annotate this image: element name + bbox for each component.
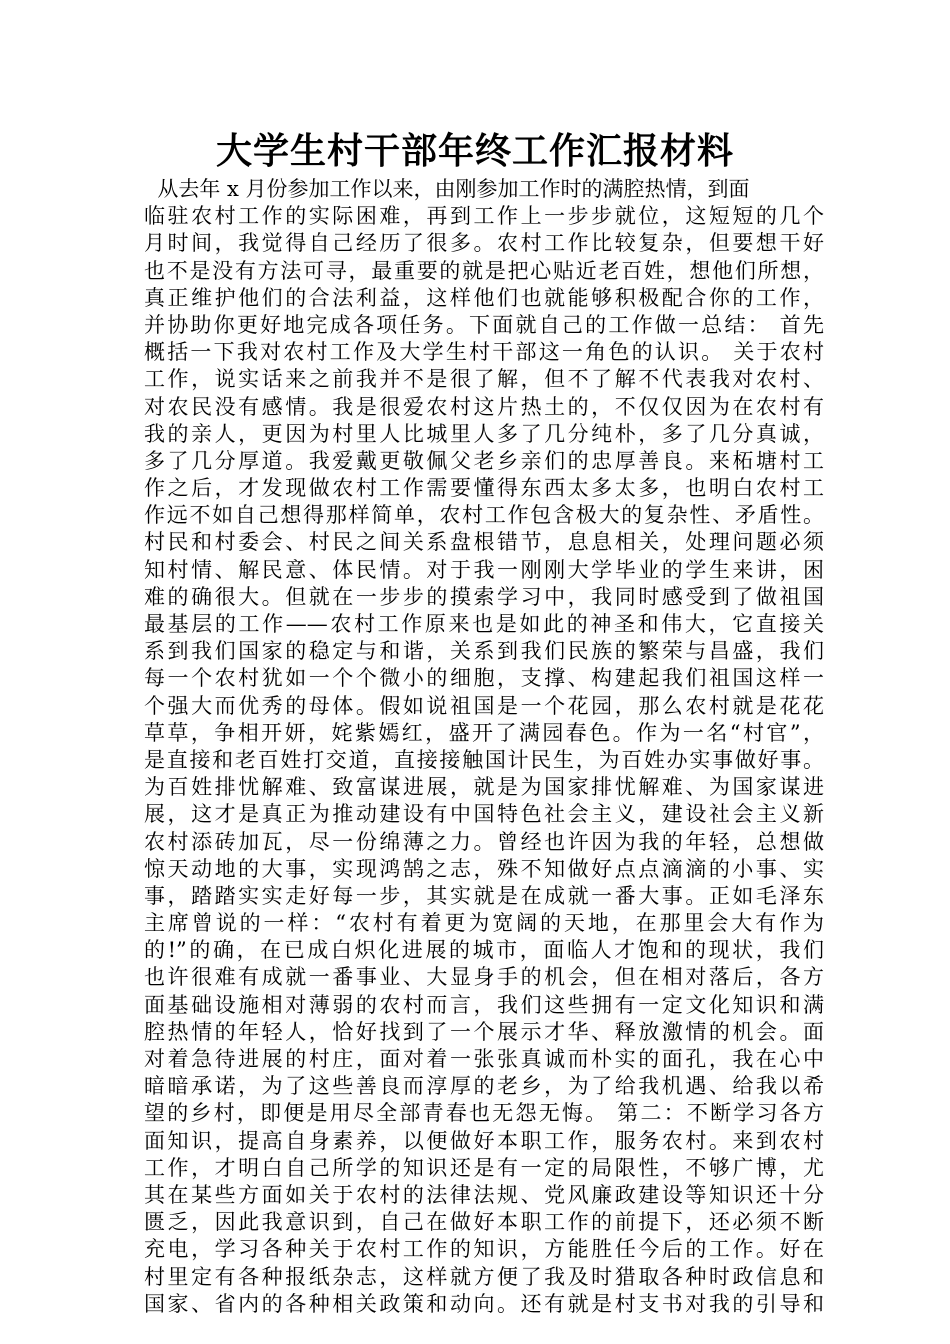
body-line: 展，这才是真正为推动建设有中国特色社会主义，建设社会主义新 xyxy=(144,802,824,827)
body-line: 多了几分厚道。我爱戴更敬佩父老乡亲们的忠厚善良。来柘塘村工 xyxy=(144,448,824,473)
body-line: 真正维护他们的合法利益，这样他们也就能够积极配合你的工作， xyxy=(144,285,824,310)
document-body xyxy=(144,176,824,1318)
body-line: 面基础设施相对薄弱的农村而言，我们这些拥有一定文化知识和满 xyxy=(144,992,824,1017)
body-line: 暗暗承诺，为了这些善良而淳厚的老乡，为了给我机遇、给我以希 xyxy=(144,1074,824,1099)
body-line: 并协助你更好地完成各项任务。下面就自己的工作做一总结： 首先 xyxy=(144,312,824,337)
body-line: 我的亲人，更因为村里人比城里人多了几分纯朴，多了几分真诚， xyxy=(144,421,824,446)
body-line: 惊天动地的大事，实现鸿鹄之志，殊不知做好点点滴滴的小事、实 xyxy=(144,856,824,881)
body-line: 村民和村委会、村民之间关系盘根错节，息息相关，处理问题必须 xyxy=(144,530,824,555)
body-line: 事，踏踏实实走好每一步，其实就是在成就一番大事。正如毛泽东 xyxy=(144,883,824,908)
body-line: 草草，争相开妍，姹紫嫣红，盛开了满园春色。作为一名“村官”， xyxy=(144,720,824,745)
body-line: 作远不如自己想得那样简单，农村工作包含极大的复杂性、矛盾性。 xyxy=(144,503,824,528)
body-line: 概括一下我对农村工作及大学生村干部这一角色的认识。 关于农村 xyxy=(144,340,824,365)
body-line: 作之后，才发现做农村工作需要懂得东西太多太多，也明白农村工 xyxy=(144,476,824,501)
body-line: 对农民没有感情。我是很爱农村这片热土的，不仅仅因为在农村有 xyxy=(144,394,824,419)
body-line: 对着急待进展的村庄，面对着一张张真诚而朴实的面孔，我在心中 xyxy=(144,1047,824,1071)
body-line: 望的乡村，即便是用尽全部青春也无怨无悔。 第二：不断学习各方 xyxy=(144,1101,824,1126)
body-line: 主席曾说的一样：“农村有着更为宽阔的天地，在那里会大有作为 xyxy=(144,911,824,936)
body-line: 系到我们国家的稳定与和谐，关系到我们民族的繁荣与昌盛，我们 xyxy=(144,639,824,664)
body-line: 村里定有各种报纸杂志，这样就方便了我及时猎取各种时政信息和 xyxy=(144,1264,824,1289)
body-line: 的!”的确，在已成白炽化进展的城市，面临人才饱和的现状，我们 xyxy=(144,938,824,963)
body-line: 知村情、解民意、体民情。对于我一刚刚大学毕业的学生来讲，困 xyxy=(144,557,824,582)
body-line: 每一个农村犹如一个个微小的细胞，支撑、构建起我们祖国这样一 xyxy=(144,666,824,691)
body-line: 腔热情的年轻人，恰好找到了一个展示才华、释放激情的机会。面 xyxy=(144,1019,824,1044)
body-line: 月时间，我觉得自己经历了很多。农村工作比较复杂，但要想干好 xyxy=(144,231,824,256)
body-line: 面知识，提高自身素养，以便做好本职工作，服务农村。来到农村 xyxy=(144,1128,824,1153)
body-line: 其在某些方面如关于农村的法律法规、党风廉政建设等知识还十分 xyxy=(144,1182,824,1207)
body-line: 最基层的工作——农村工作原来也是如此的神圣和伟大，它直接关 xyxy=(144,612,824,636)
body-line: 国家、省内的各种相关政策和动向。还有就是村支书对我的引导和 xyxy=(144,1291,824,1316)
body-line: 农村添砖加瓦，尽一份绵薄之力。曾经也许因为我的年轻，总想做 xyxy=(144,829,824,854)
document-title: 大学生村干部年终工作汇报材料 xyxy=(215,131,734,172)
body-line: 是直接和老百姓打交道，直接接触国计民生，为百姓办实事做好事。 xyxy=(144,747,824,772)
body-line: 充电，学习各种关于农村工作的知识，方能胜任今后的工作。好在 xyxy=(144,1237,824,1262)
body-line: 难的确很大。但就在一步步的摸索学习中，我同时感受到了做祖国 xyxy=(144,584,824,609)
body-line: 也不是没有方法可寻，最重要的就是把心贴近老百姓，想他们所想， xyxy=(144,258,824,283)
body-line: 也许很难有成就一番事业、大显身手的机会，但在相对落后，各方 xyxy=(144,965,824,990)
body-line: 个强大而优秀的母体。假如说祖国是一个花园，那么农村就是花花 xyxy=(144,693,824,718)
body-line: 工作，说实话来之前我并不是很了解，但不了解不代表我对农村、 xyxy=(144,367,824,392)
body-line: 临驻农村工作的实际困难，再到工作上一步步就位，这短短的几个 xyxy=(144,204,824,229)
body-line: 为百姓排忧解难、致富谋进展，就是为国家排忧解难、为国家谋进 xyxy=(144,775,824,800)
body-line: 工作，才明白自己所学的知识还是有一定的局限性，不够广博，尤 xyxy=(144,1155,824,1180)
body-line: 从去年 x 月份参加工作以来，由刚参加工作时的满腔热情，到面 xyxy=(144,177,750,201)
body-line: 匮乏，因此我意识到，自己在做好本职工作的前提下，还必须不断 xyxy=(144,1210,824,1235)
